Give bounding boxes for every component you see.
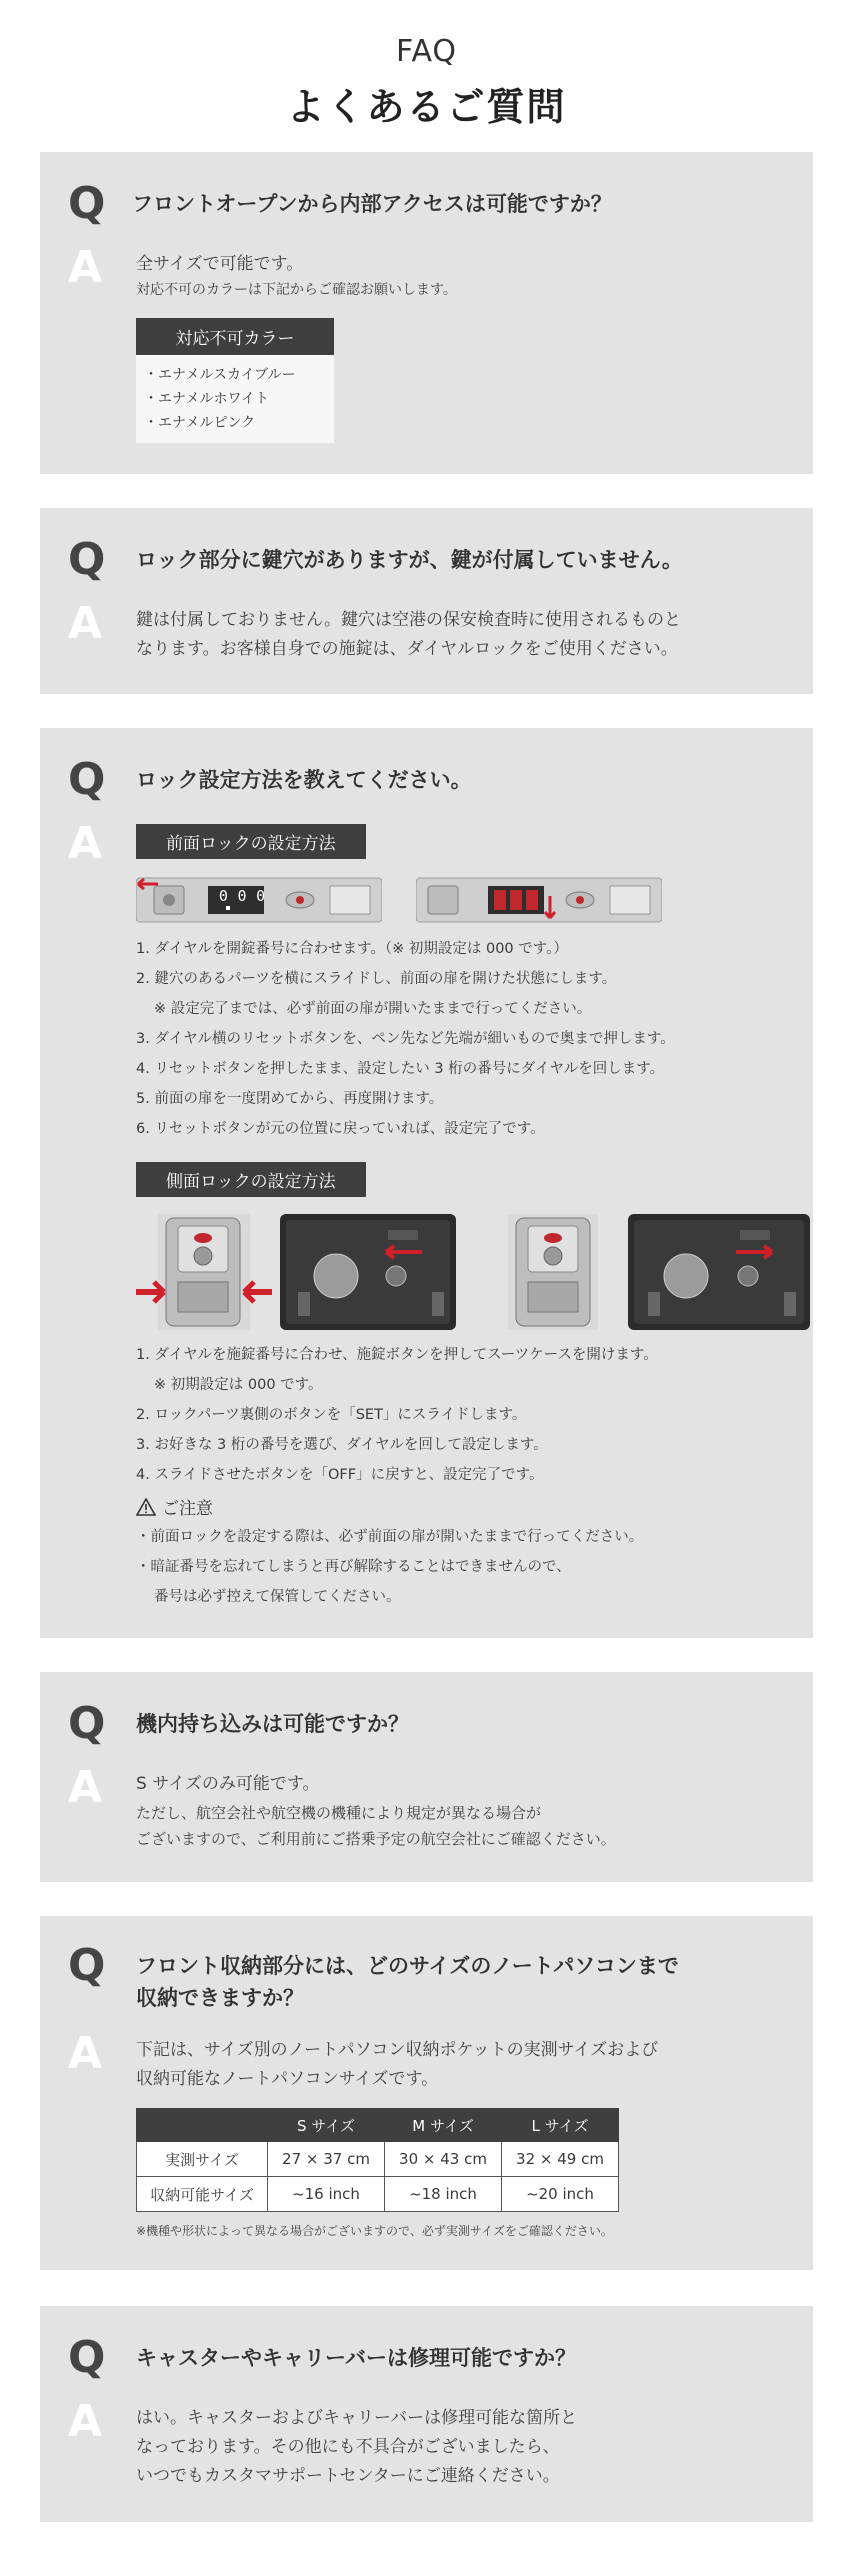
q-marker: Q bbox=[68, 1940, 106, 1991]
table-cell: 27 × 37 cm bbox=[268, 2142, 385, 2177]
answer-line: いつでもカスタマサポートセンターにご連絡ください。 bbox=[136, 2466, 560, 2486]
step-item: 2. 鍵穴のあるパーツを横にスライドし、前面の扉を開けた状態にします。 bbox=[136, 971, 617, 987]
question-text: ロック部分に鍵穴がありますが、鍵が付属していません。 bbox=[136, 548, 683, 572]
faq-card-repair bbox=[40, 2306, 813, 2522]
table-header: M サイズ bbox=[385, 2109, 502, 2142]
faq-card-carry-on bbox=[40, 1672, 813, 1882]
dial-digit: 0 bbox=[256, 887, 266, 905]
step-item: 5. 前面の扉を一度閉めてから、再度開けます。 bbox=[136, 1091, 444, 1107]
answer-line: 収納可能なノートパソコンサイズです。 bbox=[136, 2069, 439, 2089]
side-lock-label-text: 側面ロックの設定方法 bbox=[136, 1162, 366, 1197]
question-line: フロント収納部分には、どのサイズのノートパソコンまで bbox=[136, 1954, 679, 1978]
table-cell: ~20 inch bbox=[502, 2177, 619, 2212]
question-text: 機内持ち込みは可能ですか？ bbox=[136, 1712, 409, 1736]
q-marker: Q bbox=[68, 178, 106, 229]
caution-heading bbox=[136, 1494, 213, 1519]
table-cell: 実測サイズ bbox=[137, 2142, 268, 2177]
a-marker: A bbox=[68, 242, 103, 293]
faq-card-front-open bbox=[40, 152, 813, 474]
table-cell: ~18 inch bbox=[385, 2177, 502, 2212]
caution-item: 番号は必ず控えて保管してください。 bbox=[154, 1589, 401, 1605]
front-lock-label bbox=[136, 824, 366, 859]
color-item: ・エナメルホワイト bbox=[144, 391, 270, 407]
table-row bbox=[137, 2177, 619, 2212]
q-marker: Q bbox=[68, 2332, 106, 2383]
unsupported-colors-box bbox=[136, 318, 334, 443]
answer-text bbox=[136, 2036, 658, 2094]
answer-text bbox=[136, 2404, 577, 2491]
color-item: ・エナメルスカイブルー bbox=[144, 367, 296, 383]
table-cell: 30 × 43 cm bbox=[385, 2142, 502, 2177]
dial-digits bbox=[214, 887, 270, 905]
faq-title-en: FAQ bbox=[395, 34, 458, 69]
table-header: S サイズ bbox=[268, 2109, 385, 2142]
step-note: ※ 設定完了までは、必ず前面の扉が開いたままで行ってください。 bbox=[154, 1001, 592, 1017]
answer-note: 対応不可のカラーは下記からご確認お願いします。 bbox=[136, 282, 457, 298]
answer-line: ございますので、ご利用前にご搭乗予定の航空会社にご確認ください。 bbox=[136, 1830, 616, 1848]
color-item: ・エナメルピンク bbox=[144, 415, 256, 431]
answer-text: 全サイズで可能です。 bbox=[136, 254, 304, 274]
table-header bbox=[137, 2109, 268, 2142]
question-text: キャスターやキャリーバーは修理可能ですか？ bbox=[136, 2346, 576, 2370]
front-lock-steps bbox=[136, 934, 675, 1144]
a-marker: A bbox=[68, 2396, 103, 2447]
table-header: L サイズ bbox=[502, 2109, 619, 2142]
warning-icon bbox=[136, 1498, 156, 1516]
side-lock-images bbox=[136, 1212, 820, 1332]
caution-list bbox=[136, 1522, 643, 1612]
step-item: 1. ダイヤルを開錠番号に合わせます。（※ 初期設定は 000 です。） bbox=[136, 941, 568, 957]
q-marker: Q bbox=[68, 1698, 106, 1749]
faq-title-jp: よくあるご質問 bbox=[286, 84, 567, 129]
a-marker: A bbox=[68, 598, 103, 649]
faq-card-keyhole bbox=[40, 508, 813, 694]
front-lock-image-2 bbox=[416, 876, 662, 924]
page-header bbox=[0, 0, 853, 129]
question-text: ロック設定方法を教えてください。 bbox=[136, 768, 472, 792]
answer-text bbox=[136, 606, 681, 664]
step-item: 2. ロックパーツ裏側のボタンを「SET」にスライドします。 bbox=[136, 1407, 527, 1423]
front-lock-label-text: 前面ロックの設定方法 bbox=[136, 824, 366, 859]
answer-line: ただし、航空会社や航空機の機種により規定が異なる場合が bbox=[136, 1804, 542, 1822]
table-row bbox=[137, 2142, 619, 2177]
caution-item: ・暗証番号を忘れてしまうと再び解除することはできませんので、 bbox=[136, 1559, 571, 1575]
laptop-size-table bbox=[136, 2108, 619, 2212]
answer-line: はい。キャスターおよびキャリーバーは修理可能な箇所と bbox=[136, 2408, 578, 2428]
side-lock-label bbox=[136, 1162, 366, 1197]
a-marker: A bbox=[68, 818, 103, 869]
answer-text: S サイズのみ可能です。 bbox=[136, 1774, 320, 1794]
side-lock-steps bbox=[136, 1340, 658, 1490]
a-marker: A bbox=[68, 2028, 103, 2079]
step-item: 3. ダイヤル横のリセットボタンを、ペン先など先端が細いもので奥まで押します。 bbox=[136, 1031, 675, 1047]
answer-line: 鍵は付属しておりません。鍵穴は空港の保安検査時に使用されるものと bbox=[136, 610, 682, 630]
step-item: 3. お好きな 3 桁の番号を選び、ダイヤルを回して設定します。 bbox=[136, 1437, 548, 1453]
table-header-row bbox=[137, 2109, 619, 2142]
step-note: ※ 初期設定は 000 です。 bbox=[154, 1377, 323, 1393]
dial-digit: 0 bbox=[218, 887, 228, 905]
unsupported-colors-label: 対応不可カラー bbox=[136, 318, 334, 355]
step-item: 6. リセットボタンが元の位置に戻っていれば、設定完了です。 bbox=[136, 1121, 545, 1137]
dial-digit: 0 bbox=[237, 887, 247, 905]
answer-line: 下記は、サイズ別のノートパソコン収納ポケットの実測サイズおよび bbox=[136, 2040, 659, 2060]
answer-line: なります。お客様自身での施錠は、ダイヤルロックをご使用ください。 bbox=[136, 639, 678, 659]
unsupported-colors-list bbox=[136, 355, 334, 443]
caution-title: ご注意 bbox=[162, 1499, 213, 1519]
step-item: 4. リセットボタンを押したまま、設定したい 3 桁の番号にダイヤルを回します。 bbox=[136, 1061, 665, 1077]
faq-card-laptop bbox=[40, 1916, 813, 2270]
table-cell: ~16 inch bbox=[268, 2177, 385, 2212]
question-line: 収納できますか？ bbox=[136, 1986, 304, 2010]
a-marker: A bbox=[68, 1762, 103, 1813]
table-footnote: ※機種や形状によって異なる場合がございますので、必ず実測サイズをご確認ください。 bbox=[136, 2224, 613, 2238]
answer-line: なっております。その他にも不具合がございましたら、 bbox=[136, 2437, 560, 2457]
step-item: 1. ダイヤルを施錠番号に合わせ、施錠ボタンを押してスーツケースを開けます。 bbox=[136, 1347, 658, 1363]
question-text: フロントオープンから内部アクセスは可能ですか？ bbox=[132, 192, 612, 216]
faq-card-lock-setting bbox=[40, 728, 813, 1638]
caution-item: ・前面ロックを設定する際は、必ず前面の扉が開いたままで行ってください。 bbox=[136, 1529, 644, 1545]
answer-note bbox=[136, 1800, 616, 1852]
table-cell: 収納可能サイズ bbox=[137, 2177, 268, 2212]
question-text bbox=[136, 1950, 679, 2014]
step-item: 4. スライドさせたボタンを「OFF」に戻すと、設定完了です。 bbox=[136, 1467, 544, 1483]
table-cell: 32 × 49 cm bbox=[502, 2142, 619, 2177]
q-marker: Q bbox=[68, 754, 106, 805]
q-marker: Q bbox=[68, 534, 106, 585]
